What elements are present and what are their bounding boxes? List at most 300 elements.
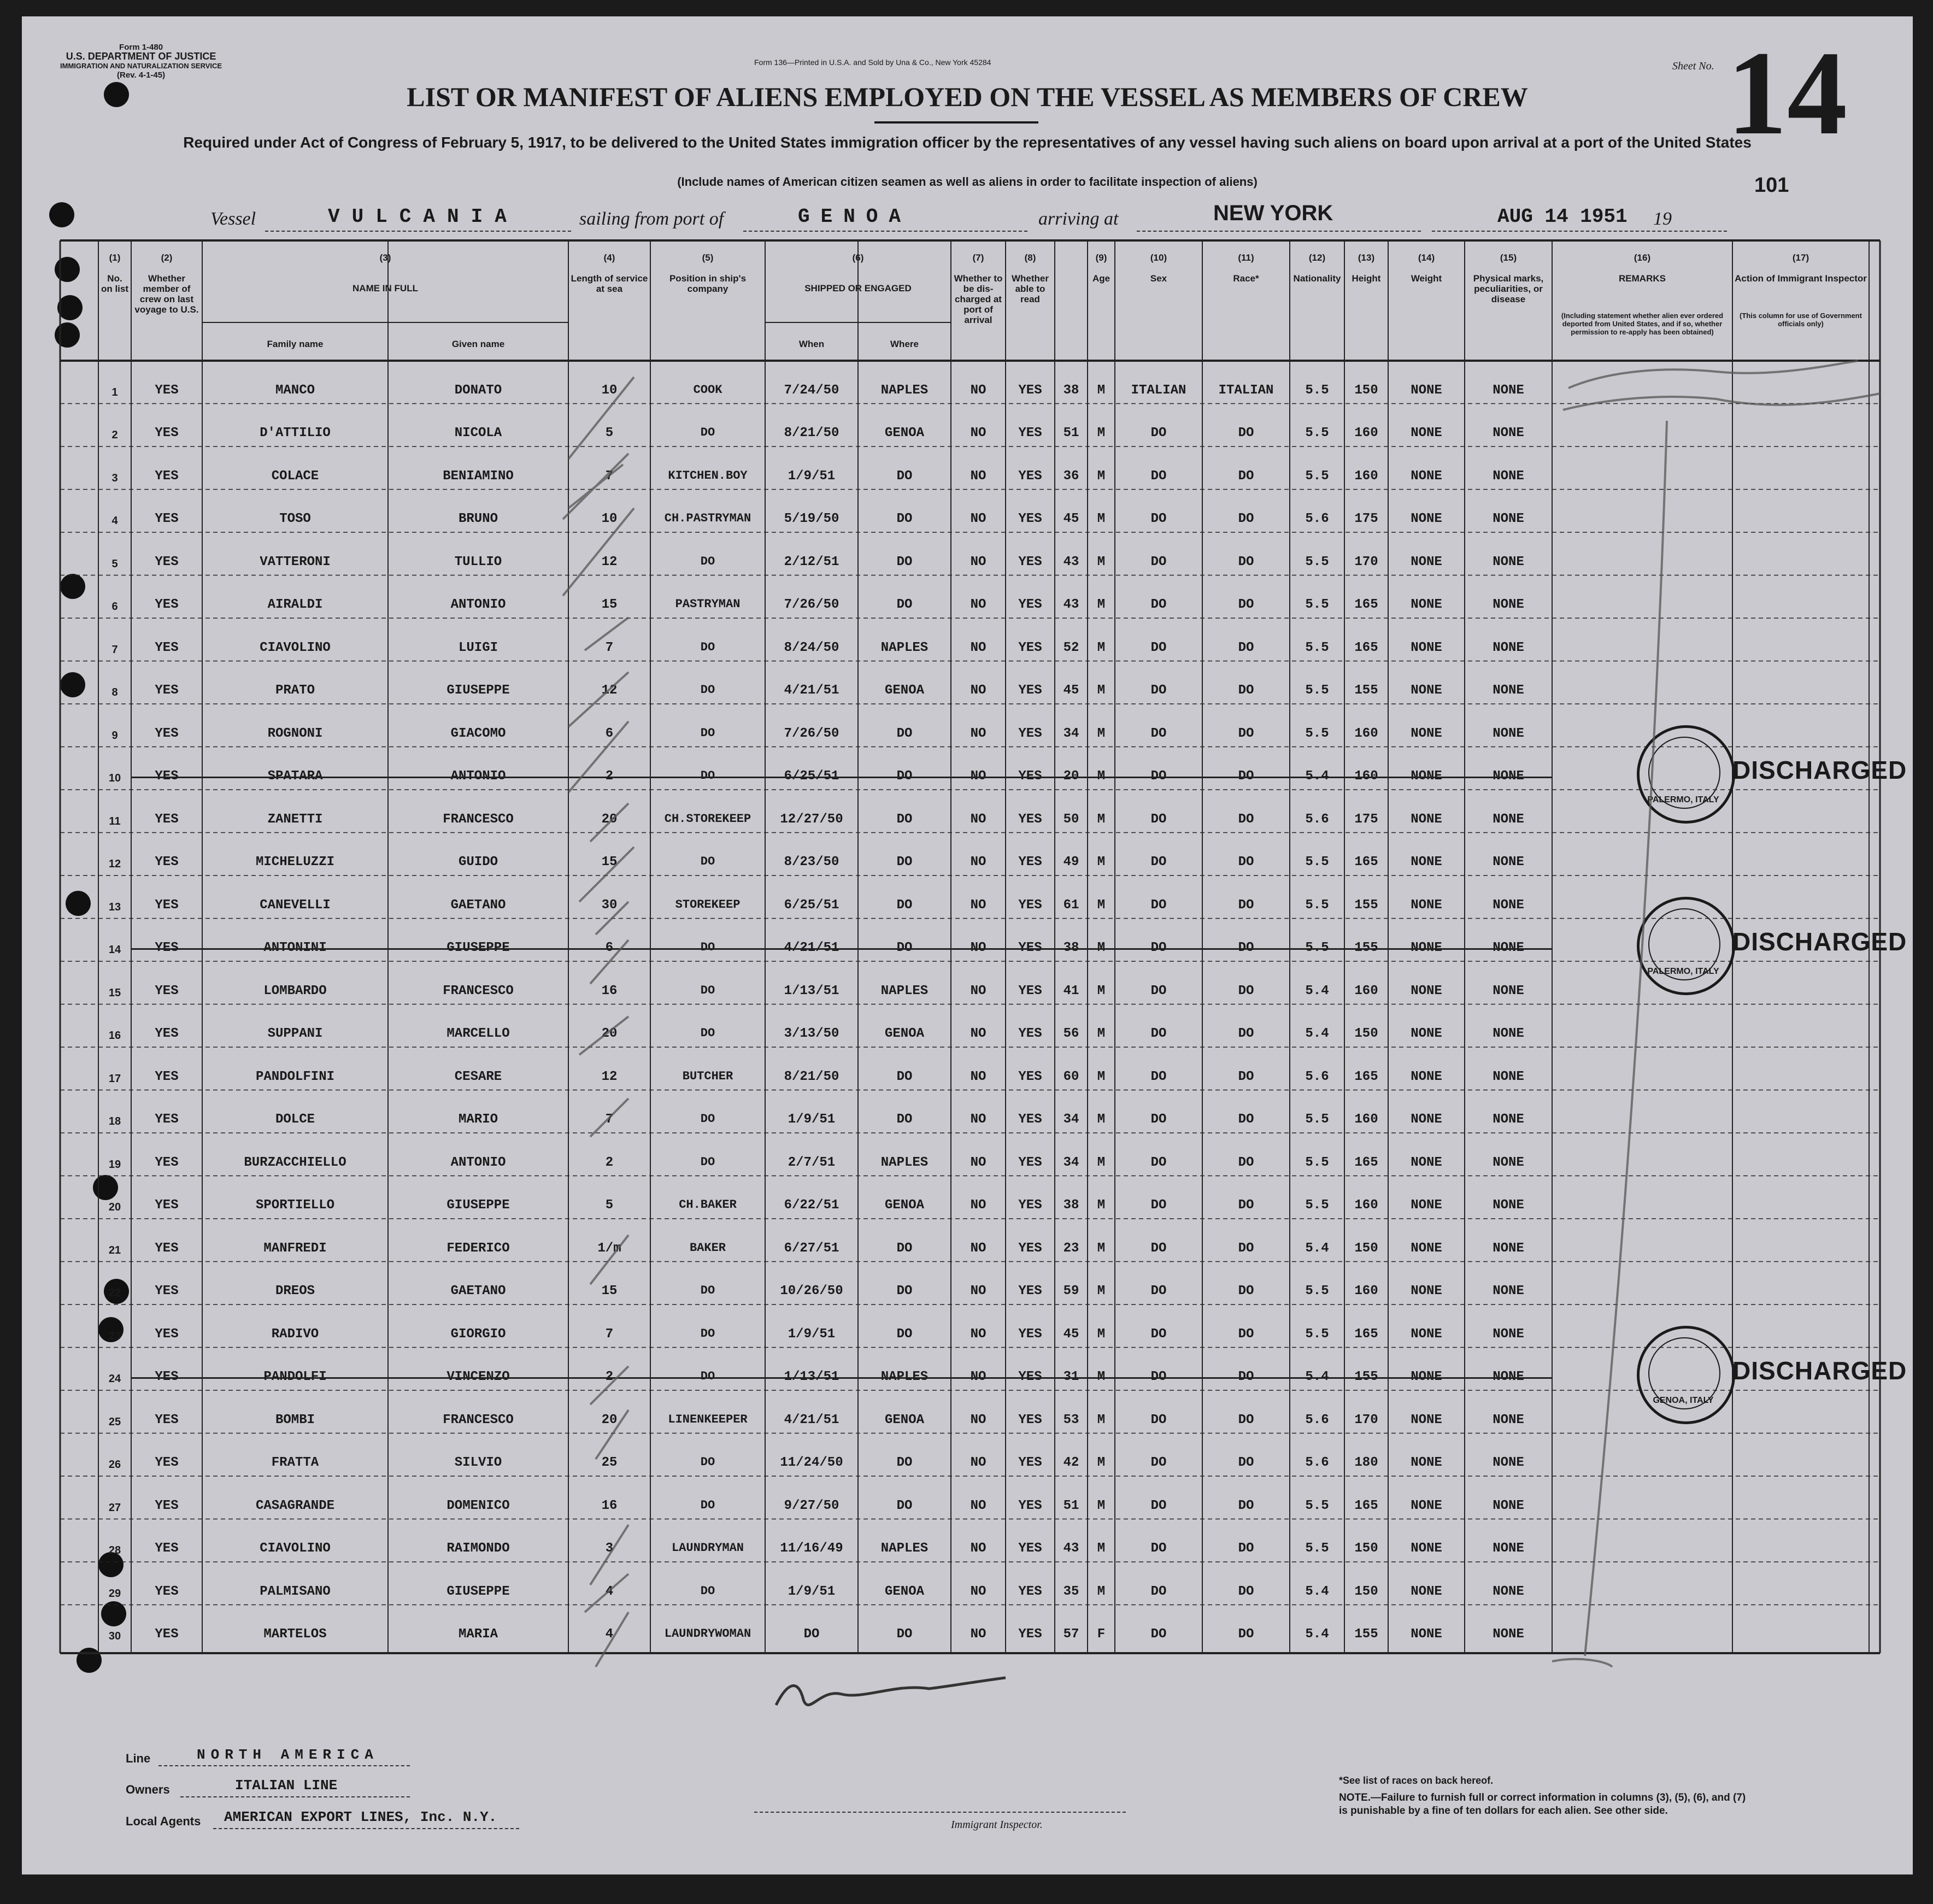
cell-marks: NONE: [1411, 1284, 1442, 1298]
cell-when: 6/25/51: [784, 769, 839, 784]
cell-read: YES: [1018, 1370, 1042, 1384]
cell-position: DO: [700, 1455, 715, 1469]
cell-last: YES: [155, 1370, 179, 1384]
cell-family: BURZACCHIELLO: [244, 1155, 346, 1170]
cell-n: 22: [108, 1287, 121, 1299]
column-subheader: Given name: [451, 339, 505, 349]
cell-service: 20: [601, 812, 618, 827]
cell-weight: 160: [1354, 726, 1378, 741]
cell-height: 5.6: [1305, 1455, 1329, 1470]
cell-n: 20: [108, 1201, 121, 1213]
cell-age: 34: [1063, 1112, 1079, 1127]
cell-when: 6/27/51: [784, 1241, 839, 1256]
cell-given: ANTONIO: [450, 769, 506, 784]
cell-sex: M: [1097, 1198, 1106, 1213]
cell-family: BOMBI: [275, 1412, 315, 1427]
cell-read: YES: [1018, 1412, 1042, 1427]
cell-read: YES: [1018, 597, 1042, 612]
cell-marks: NONE: [1411, 769, 1442, 784]
cell-n: 6: [111, 601, 118, 613]
line-label: Line: [126, 1752, 151, 1765]
cell-discharge: NO: [970, 640, 986, 655]
cell-where: DO: [896, 512, 913, 526]
cell-last: YES: [155, 597, 179, 612]
manifest-sheet: [22, 16, 1913, 1874]
cell-position: CH.BAKER: [679, 1198, 737, 1212]
cell-discharge: NO: [970, 855, 986, 869]
cell-given: MARIA: [458, 1627, 498, 1642]
cell-service: 7: [605, 468, 614, 484]
cell-given: GIUSEPPE: [446, 1198, 510, 1213]
cell-when: 6/22/51: [784, 1198, 839, 1213]
pencil-tick: [590, 1235, 628, 1284]
cell-where: DO: [896, 1498, 913, 1513]
cell-position: DO: [700, 1584, 715, 1598]
column-header: Race*: [1233, 273, 1259, 284]
cell-nationality: DO: [1238, 1584, 1254, 1599]
pencil-tick: [579, 847, 634, 902]
cell-last: YES: [155, 1412, 179, 1427]
cell-marks: NONE: [1411, 1455, 1442, 1470]
cell-last: YES: [155, 1498, 179, 1513]
line-value: NORTH AMERICA: [197, 1747, 379, 1763]
cell-service: 16: [601, 1498, 618, 1513]
cell-nationality: DO: [1238, 426, 1254, 440]
cell-weight: 150: [1354, 1584, 1378, 1599]
cell-last: YES: [155, 1584, 179, 1599]
cell-given: BENIAMINO: [443, 468, 514, 484]
cell-where: NAPLES: [880, 1155, 929, 1170]
cell-race: DO: [1150, 640, 1167, 655]
cell-sex: M: [1097, 1069, 1106, 1084]
cell-sex: M: [1097, 941, 1106, 955]
column-subheader: Family name: [267, 339, 324, 349]
cell-position: CH.STOREKEEP: [664, 812, 751, 826]
cell-n: 14: [108, 944, 121, 956]
cell-height: 5.5: [1305, 897, 1329, 913]
column-header: SHIPPED OR ENGAGED: [804, 283, 912, 293]
cell-n: 9: [111, 729, 118, 742]
cell-age: 57: [1063, 1627, 1079, 1642]
cell-remarks: NONE: [1493, 1026, 1524, 1041]
discharged-stamp: DISCHARGED: [1732, 1356, 1907, 1385]
cell-sex: M: [1097, 426, 1106, 440]
cell-last: YES: [155, 1627, 179, 1642]
cell-service: 30: [601, 897, 618, 913]
cell-n: 5: [111, 557, 118, 570]
cell-n: 23: [108, 1330, 121, 1342]
cell-nationality: DO: [1238, 1412, 1254, 1427]
cell-age: 45: [1063, 683, 1079, 698]
cell-read: YES: [1018, 983, 1042, 998]
cell-nationality: DO: [1238, 1370, 1254, 1384]
cell-remarks: NONE: [1493, 941, 1524, 955]
cell-family: CANEVELLI: [260, 897, 331, 913]
cell-height: 5.4: [1305, 769, 1329, 784]
cell-weight: 165: [1354, 1326, 1378, 1342]
cell-service: 5: [605, 426, 614, 440]
cell-marks: NONE: [1411, 1627, 1442, 1642]
cell-sex: M: [1097, 855, 1106, 869]
column-number: (4): [603, 252, 615, 263]
cell-family: ZANETTI: [267, 812, 323, 827]
cell-position: DO: [700, 855, 715, 868]
seal-location: PALERMO, ITALY: [1647, 795, 1719, 804]
column-number: (10): [1150, 252, 1167, 263]
cell-remarks: NONE: [1493, 1198, 1524, 1213]
agents-label: Local Agents: [126, 1814, 201, 1828]
cell-nationality: DO: [1238, 1284, 1254, 1298]
cell-service: 12: [601, 554, 618, 569]
cell-position: DO: [700, 1370, 715, 1383]
cell-remarks: NONE: [1493, 426, 1524, 440]
cell-nationality: DO: [1238, 640, 1254, 655]
cell-age: 31: [1063, 1370, 1079, 1384]
cell-sex: M: [1097, 1412, 1106, 1427]
sailing-label: sailing from port of: [579, 209, 724, 229]
cell-weight: 180: [1354, 1455, 1378, 1470]
cell-marks: NONE: [1411, 683, 1442, 698]
cell-where: DO: [896, 769, 913, 784]
cell-n: 30: [108, 1630, 121, 1642]
cell-last: YES: [155, 554, 179, 569]
cell-height: 5.4: [1305, 1241, 1329, 1256]
cell-read: YES: [1018, 897, 1042, 913]
cell-nationality: DO: [1238, 1026, 1254, 1041]
cell-nationality: DO: [1238, 1155, 1254, 1170]
cell-marks: NONE: [1411, 941, 1442, 955]
cell-read: YES: [1018, 1155, 1042, 1170]
cell-nationality: DO: [1238, 1326, 1254, 1342]
cell-where: NAPLES: [880, 640, 929, 655]
cell-discharge: NO: [970, 597, 986, 612]
cell-height: 5.4: [1305, 1584, 1329, 1599]
cell-age: 51: [1063, 426, 1079, 440]
column-header: REMARKS: [1619, 273, 1666, 284]
cell-given: ANTONIO: [450, 1155, 506, 1170]
cell-service: 7: [605, 1112, 614, 1127]
cell-given: CESARE: [454, 1069, 502, 1084]
cell-last: YES: [155, 1026, 179, 1041]
cell-n: 26: [108, 1459, 121, 1471]
cell-height: 5.5: [1305, 1198, 1329, 1213]
cell-position: LINENKEEPER: [668, 1412, 748, 1426]
line-rule: [158, 1765, 410, 1766]
cell-weight: 160: [1354, 1198, 1378, 1213]
cell-when: 8/23/50: [784, 855, 839, 869]
pencil-tick: [596, 902, 628, 935]
cell-given: RAIMONDO: [446, 1541, 510, 1556]
form-number: Form 1-480: [119, 43, 163, 52]
column-number: (16): [1634, 252, 1651, 263]
cell-remarks: NONE: [1493, 855, 1524, 869]
cell-when: 2/7/51: [788, 1155, 836, 1170]
cell-nationality: DO: [1238, 597, 1254, 612]
cell-remarks: NONE: [1493, 1370, 1524, 1384]
cell-family: PALMISANO: [260, 1584, 331, 1599]
cell-service: 16: [601, 983, 618, 998]
cell-given: GIUSEPPE: [446, 1584, 510, 1599]
column-number: (6): [852, 252, 864, 263]
pencil-tick: [579, 1016, 628, 1055]
cell-last: YES: [155, 1284, 179, 1298]
cell-weight: 165: [1354, 597, 1378, 612]
cell-race: DO: [1150, 1284, 1167, 1298]
department: U.S. DEPARTMENT OF JUSTICE: [66, 51, 216, 62]
cell-given: ANTONIO: [450, 597, 506, 612]
cell-when: 7/26/50: [784, 597, 839, 612]
cell-when: 3/13/50: [784, 1026, 839, 1041]
cell-race: DO: [1150, 1198, 1167, 1213]
cell-weight: 165: [1354, 1069, 1378, 1084]
cell-discharge: NO: [970, 769, 986, 784]
cell-height: 5.5: [1305, 855, 1329, 869]
cell-position: DO: [700, 726, 715, 740]
cell-height: 5.6: [1305, 512, 1329, 526]
cell-weight: 170: [1354, 554, 1378, 569]
pencil-tick: [585, 1574, 628, 1612]
cell-age: 43: [1063, 1541, 1079, 1556]
cell-read: YES: [1018, 1541, 1042, 1556]
pencil-tick: [568, 377, 634, 459]
service: IMMIGRATION AND NATURALIZATION SERVICE: [60, 62, 222, 70]
cell-nationality: DO: [1238, 769, 1254, 784]
cell-family: RADIVO: [271, 1326, 319, 1342]
cell-nationality: DO: [1238, 812, 1254, 827]
cell-position: DO: [700, 1155, 715, 1169]
cell-n: 17: [108, 1072, 121, 1085]
cell-discharge: NO: [970, 426, 986, 440]
cell-race: ITALIAN: [1131, 383, 1186, 398]
seal-location: PALERMO, ITALY: [1647, 966, 1719, 976]
cell-last: YES: [155, 426, 179, 440]
cell-where: DO: [896, 726, 913, 741]
cell-age: 53: [1063, 1412, 1079, 1427]
cell-read: YES: [1018, 1455, 1042, 1470]
cell-weight: 150: [1354, 1026, 1378, 1041]
cell-last: YES: [155, 683, 179, 698]
cell-age: 61: [1063, 897, 1079, 913]
cell-age: 43: [1063, 554, 1079, 569]
cell-nationality: DO: [1238, 1498, 1254, 1513]
cell-race: DO: [1150, 1584, 1167, 1599]
cell-n: 7: [111, 643, 118, 656]
column-number: (1): [109, 252, 121, 263]
inspector-label: Immigrant Inspector.: [951, 1819, 1043, 1831]
cell-remarks: NONE: [1493, 1412, 1524, 1427]
cell-n: 21: [108, 1244, 121, 1256]
cell-marks: NONE: [1411, 554, 1442, 569]
cell-height: 5.4: [1305, 1026, 1329, 1041]
cell-age: 51: [1063, 1498, 1079, 1513]
cell-service: 6: [605, 726, 614, 741]
cell-weight: 165: [1354, 1498, 1378, 1513]
cell-height: 5.4: [1305, 1627, 1329, 1642]
cell-nationality: DO: [1238, 726, 1254, 741]
column-header: No. on list: [101, 273, 129, 294]
cell-height: 5.5: [1305, 640, 1329, 655]
cell-nationality: DO: [1238, 983, 1254, 998]
column-header: Sex: [1150, 273, 1167, 284]
cell-race: DO: [1150, 1112, 1167, 1127]
cell-weight: 155: [1354, 897, 1378, 913]
cell-sex: F: [1097, 1627, 1106, 1642]
cell-discharge: NO: [970, 468, 986, 484]
cell-height: 5.5: [1305, 597, 1329, 612]
cell-given: SILVIO: [454, 1455, 502, 1470]
cell-remarks: NONE: [1493, 1541, 1524, 1556]
cell-position: CH.PASTRYMAN: [664, 512, 751, 525]
cell-last: YES: [155, 1541, 179, 1556]
cell-service: 20: [601, 1026, 618, 1041]
cell-age: 38: [1063, 383, 1079, 398]
cell-service: 4: [605, 1627, 614, 1642]
cell-family: SPATARA: [267, 769, 323, 784]
pencil-tick: [596, 1410, 628, 1459]
cell-sex: M: [1097, 1541, 1106, 1556]
column-number: (5): [702, 252, 714, 263]
cell-race: DO: [1150, 1627, 1167, 1642]
cell-where: GENOA: [884, 1026, 924, 1041]
cell-family: MARTELOS: [263, 1627, 327, 1642]
cell-where: DO: [896, 1326, 913, 1342]
cell-when: 8/24/50: [784, 640, 839, 655]
cell-marks: NONE: [1411, 1241, 1442, 1256]
cell-nationality: DO: [1238, 1455, 1254, 1470]
cell-race: DO: [1150, 855, 1167, 869]
cell-position: KITCHEN.BOY: [668, 468, 748, 483]
cell-age: 50: [1063, 812, 1079, 827]
cell-age: 38: [1063, 1198, 1079, 1213]
cell-where: GENOA: [884, 683, 924, 698]
cell-weight: 160: [1354, 1112, 1378, 1127]
cell-read: YES: [1018, 726, 1042, 741]
cell-last: YES: [155, 1112, 179, 1127]
cell-read: YES: [1018, 383, 1042, 398]
cell-sex: M: [1097, 769, 1106, 784]
page-number: 101: [1754, 174, 1789, 197]
cell-when: 4/21/51: [784, 1412, 839, 1427]
cell-marks: NONE: [1411, 383, 1442, 398]
cell-marks: NONE: [1411, 855, 1442, 869]
cell-discharge: NO: [970, 1284, 986, 1298]
cell-marks: NONE: [1411, 1370, 1442, 1384]
agents-rule: [213, 1828, 519, 1829]
cell-last: YES: [155, 812, 179, 827]
cell-sex: M: [1097, 1155, 1106, 1170]
pencil-line: [1585, 421, 1667, 1656]
cell-read: YES: [1018, 941, 1042, 955]
cell-where: DO: [896, 941, 913, 955]
cell-family: COLACE: [271, 468, 319, 484]
cell-sex: M: [1097, 383, 1106, 398]
cell-n: 18: [108, 1115, 121, 1127]
cell-where: GENOA: [884, 1412, 924, 1427]
cell-nationality: DO: [1238, 1112, 1254, 1127]
cell-discharge: NO: [970, 897, 986, 913]
cell-last: YES: [155, 983, 179, 998]
cell-when: 6/25/51: [784, 897, 839, 913]
cell-where: DO: [896, 468, 913, 484]
cell-height: 5.5: [1305, 1284, 1329, 1298]
cell-discharge: NO: [970, 683, 986, 698]
cell-position: BUTCHER: [682, 1069, 733, 1083]
cell-service: 2: [605, 1370, 614, 1384]
cell-given: DOMENICO: [446, 1498, 510, 1513]
cell-last: YES: [155, 1155, 179, 1170]
cell-age: 23: [1063, 1241, 1079, 1256]
cell-family: AIRALDI: [267, 597, 323, 612]
cell-discharge: NO: [970, 512, 986, 526]
cell-where: DO: [896, 855, 913, 869]
cell-marks: NONE: [1411, 1112, 1442, 1127]
cell-nationality: DO: [1238, 1241, 1254, 1256]
cell-read: YES: [1018, 1284, 1042, 1298]
cell-sex: M: [1097, 1455, 1106, 1470]
cell-height: 5.5: [1305, 1112, 1329, 1127]
cell-n: 19: [108, 1158, 121, 1171]
cell-discharge: NO: [970, 1241, 986, 1256]
cell-service: 7: [605, 1326, 614, 1342]
cell-sex: M: [1097, 512, 1106, 526]
cell-when: 11/16/49: [780, 1541, 843, 1556]
inspector-rule: [754, 1812, 1126, 1813]
document-subtitle: Required under Act of Congress of February 5, 1917, to be delivered to the United States immigration officer by the representatives of any vessel having such aliens on board upon arrival at a port of the United States: [183, 134, 1752, 151]
cell-sex: M: [1097, 683, 1106, 698]
cell-age: 35: [1063, 1584, 1079, 1599]
races-note: *See list of races on back hereof.: [1339, 1775, 1494, 1786]
cell-discharge: NO: [970, 1498, 986, 1513]
pencil-tick: [590, 940, 628, 984]
cell-race: DO: [1150, 812, 1167, 827]
cell-weight: 155: [1354, 1370, 1378, 1384]
remark-scribble: [1568, 361, 1858, 388]
cell-where: DO: [896, 1069, 913, 1084]
column-subheader: When: [798, 339, 825, 349]
arriving-label: arriving at: [1038, 209, 1119, 229]
cell-marks: NONE: [1411, 1412, 1442, 1427]
cell-given: VINCENZO: [446, 1370, 510, 1384]
cell-service: 3: [605, 1541, 614, 1556]
cell-where: DO: [896, 1112, 913, 1127]
column-number: (14): [1418, 252, 1435, 263]
cell-given: TULLIO: [454, 554, 502, 569]
cell-discharge: NO: [970, 726, 986, 741]
cell-nationality: DO: [1238, 941, 1254, 955]
cell-sex: M: [1097, 1584, 1106, 1599]
cell-discharge: NO: [970, 1026, 986, 1041]
cell-age: 45: [1063, 1326, 1079, 1342]
cell-marks: NONE: [1411, 1026, 1442, 1041]
cell-discharge: NO: [970, 1412, 986, 1427]
column-number: (2): [161, 252, 173, 263]
cell-discharge: NO: [970, 1198, 986, 1213]
cell-race: DO: [1150, 726, 1167, 741]
cell-remarks: NONE: [1493, 1112, 1524, 1127]
cell-discharge: NO: [970, 383, 986, 398]
cell-service: 12: [601, 1069, 618, 1084]
cell-height: 5.4: [1305, 1370, 1329, 1384]
cell-age: 43: [1063, 597, 1079, 612]
cell-race: DO: [1150, 1455, 1167, 1470]
cell-discharge: NO: [970, 1627, 986, 1642]
cell-n: 15: [108, 986, 121, 999]
cell-n: 8: [111, 686, 118, 698]
cell-height: 5.6: [1305, 812, 1329, 827]
cell-sex: M: [1097, 1498, 1106, 1513]
column-number: (15): [1500, 252, 1517, 263]
cell-given: FRANCESCO: [443, 1412, 514, 1427]
